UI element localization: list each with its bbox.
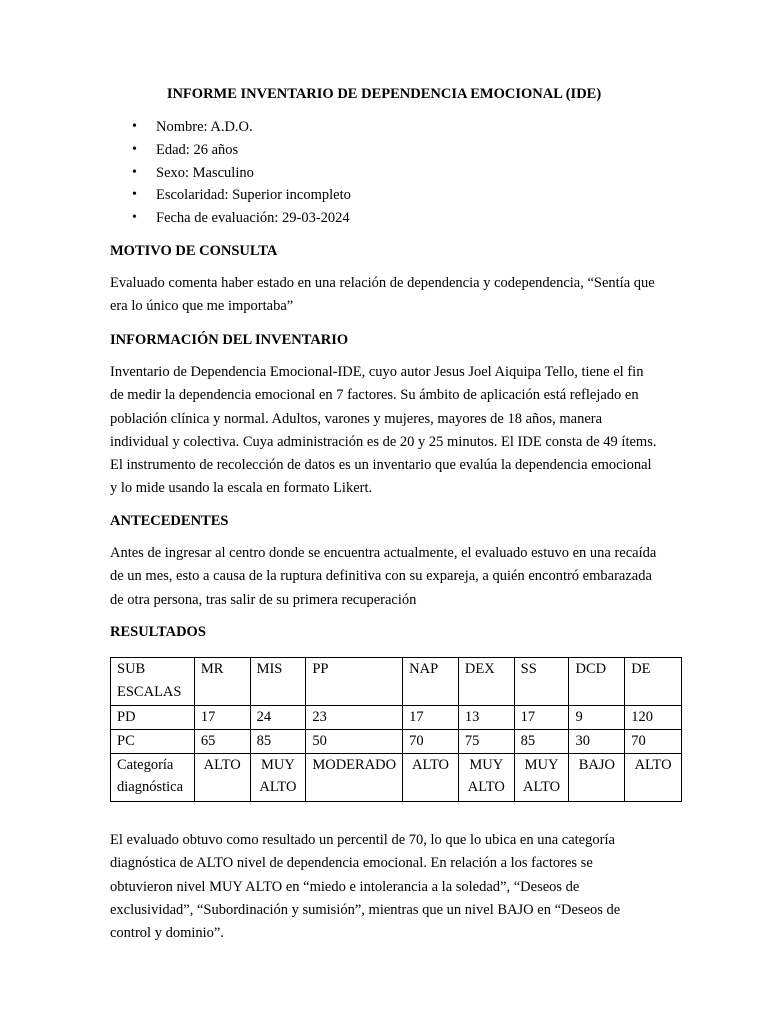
table-header-cell: MR (194, 658, 250, 706)
info-text: Nombre: A.D.O. (156, 119, 253, 135)
info-item (110, 116, 351, 139)
table-cell: 120 (625, 706, 682, 730)
table-header-cell: DEX (458, 658, 514, 706)
info-text: Sexo: Masculino (156, 164, 254, 181)
table-header-cell: DE (625, 658, 682, 706)
resultados-heading: RESULTADOS (110, 624, 206, 640)
info-item (110, 162, 351, 185)
table-cell: Categoría diagnóstica (111, 753, 195, 801)
table-cell: 9 (569, 706, 625, 730)
table-cell: 17 (514, 706, 569, 730)
table-cell: 17 (403, 706, 459, 730)
table-cell: 85 (250, 729, 306, 753)
document-title: INFORME INVENTARIO DE DEPENDENCIA EMOCIONAL (IDE) (166, 86, 602, 102)
table-cell: 70 (625, 729, 682, 753)
results-table (110, 657, 682, 802)
table-header-cell: MIS (250, 658, 306, 706)
info-item (110, 139, 351, 162)
info-text: Edad: 26 años (156, 141, 239, 158)
antecedentes-paragraph: Antes de ingresar al centro donde se encuentra actualmente, el evaluado estuvo en una recaída de un mes, esto a causa de la ruptura definitiva con su expareja, a quién encontró embarazada de otra persona, tras salir de su primera recuperación (110, 545, 657, 608)
bullet-icon: • (132, 141, 137, 157)
table-cell: 50 (306, 729, 403, 753)
table-cell: BAJO (569, 753, 625, 801)
table-cell: MUY ALTO (250, 753, 306, 801)
info-item (110, 184, 351, 207)
info-item (110, 207, 351, 230)
table-cell: 70 (403, 729, 459, 753)
motivo-paragraph: Evaluado comenta haber estado en una relación de dependencia y codependencia, “Sentía que era lo único que me importaba” (110, 275, 655, 315)
info-text: Fecha de evaluación: 29-03-2024 (156, 210, 350, 227)
informacion-paragraph: Inventario de Dependencia Emocional-IDE, cuyo autor Jesus Joel Aiquipa Tello, tiene el fin de medir la dependencia emocional en 7 factores. Su ámbito de aplicación está reflejado en población clínica y normal. Adultos, varones y mujeres, mayores de 18 años, manera individual y colectiva. Cuya administración es de 20 y 25 minutos. El IDE consta de 49 ítems. El instrumento de recolección de datos es un inventario que evalúa la dependencia emocional y lo mide usando la escala en formato Likert. (110, 364, 657, 497)
bullet-icon: • (132, 187, 137, 203)
table-cell: 23 (306, 706, 403, 730)
table-header-cell: SUB ESCALAS (111, 658, 195, 706)
table-header-cell: SS (514, 658, 569, 706)
table-cell: MUY ALTO (514, 753, 569, 801)
bullet-icon: • (132, 119, 137, 134)
motivo-heading: MOTIVO DE CONSULTA (110, 243, 278, 259)
antecedentes-heading: ANTECEDENTES (110, 513, 229, 529)
table-cell: 30 (569, 729, 625, 753)
patient-info-list (110, 116, 351, 230)
table-cell: MODERADO (306, 753, 403, 801)
table-row (111, 729, 682, 753)
resultados-paragraph: El evaluado obtuvo como resultado un percentil de 70, lo que lo ubica en una categoría diagnóstica de ALTO nivel de dependencia emocional. En relación a los factores se obtuvieron nivel MUY ALTO en “miedo e intolerancia a la soledad”, “Deseos de exclusividad”, “Subordinación y sumisión”, mientras que un nivel BAJO en “Deseos de control y dominio”. (110, 832, 621, 942)
table-cell: 75 (458, 729, 514, 753)
table-header-cell: DCD (569, 658, 625, 706)
bullet-icon: • (132, 210, 137, 226)
table-row (111, 706, 682, 730)
table-header-row (111, 658, 682, 706)
table-cell: 65 (194, 729, 250, 753)
table-cell: ALTO (194, 753, 250, 801)
table-row (111, 753, 682, 801)
table-cell: ALTO (625, 753, 682, 801)
bullet-icon: • (132, 164, 137, 180)
table-header-cell: PP (306, 658, 403, 706)
table-cell: PC (111, 729, 195, 753)
table-header-cell: NAP (403, 658, 459, 706)
table-cell: 85 (514, 729, 569, 753)
table-cell: 24 (250, 706, 306, 730)
table-cell: 13 (458, 706, 514, 730)
table-cell: 17 (194, 706, 250, 730)
informacion-heading: INFORMACIÓN DEL INVENTARIO (110, 332, 349, 348)
table-cell: PD (111, 706, 195, 730)
info-text: Escolaridad: Superior incompleto (156, 187, 351, 204)
table-cell: ALTO (403, 753, 459, 801)
table-cell: MUY ALTO (458, 753, 514, 801)
